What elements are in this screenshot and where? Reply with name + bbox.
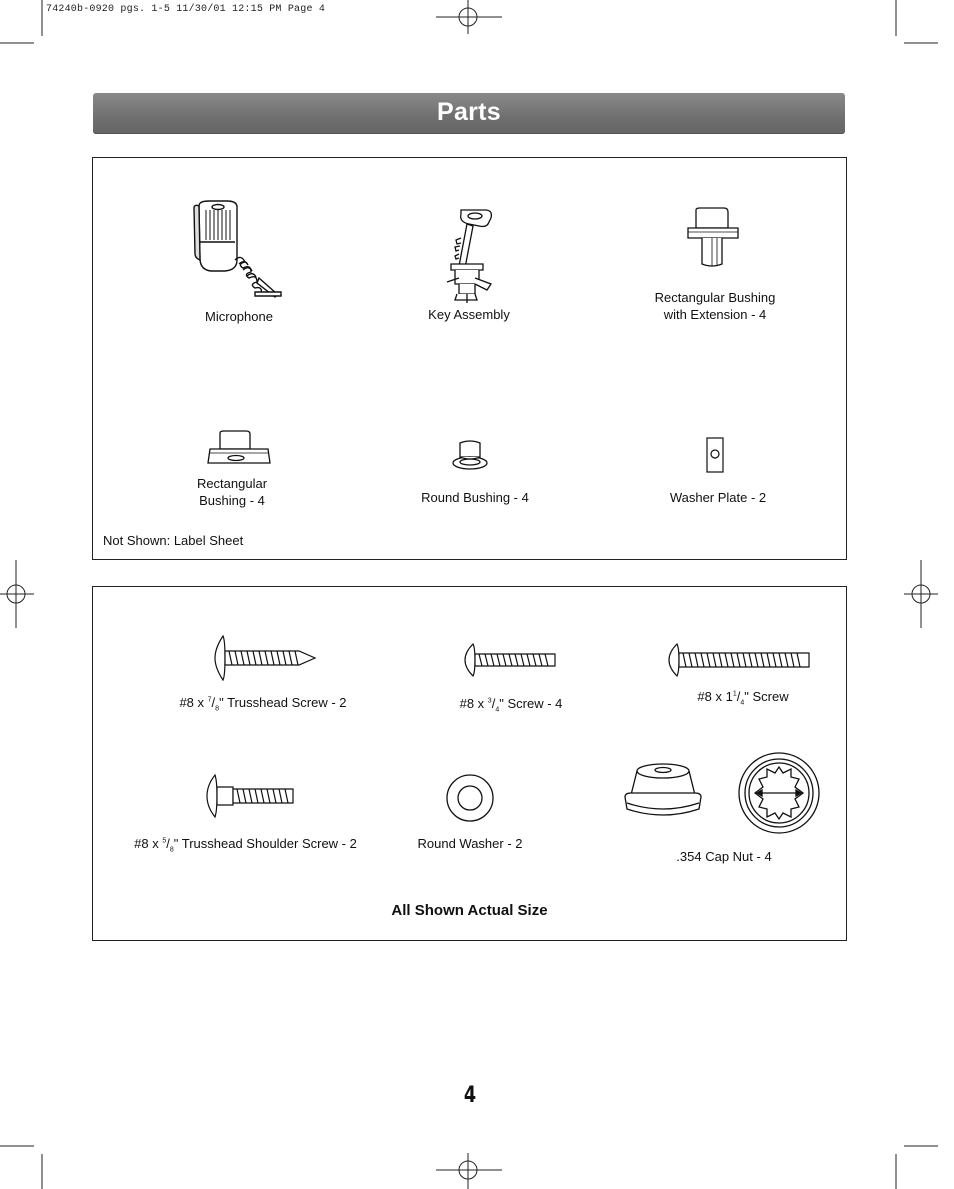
- rect-bushing-extension-label-line1: Rectangular Bushing: [654, 290, 776, 305]
- screw-1-1-4-icon: [667, 642, 811, 678]
- screw-3-4-icon: [463, 642, 557, 678]
- screw-1-1-4-label: #8 x $1^1/_4$" Screw: [697, 689, 789, 707]
- label-suffix: " Screw - 4: [499, 696, 563, 711]
- fraction-numerator: 1: [732, 690, 737, 698]
- rect-bushing-label-line1: Rectangular: [196, 476, 268, 491]
- round-washer-label: Round Washer - 2: [417, 836, 523, 851]
- fraction-numerator: 7: [207, 696, 212, 704]
- shoulder-screw-5-8-icon: [205, 773, 295, 819]
- slug-line: 74240b-0920 pgs. 1-5 11/30/01 12:15 PM Page 4: [46, 4, 326, 15]
- label-prefix: #8 x 1: [697, 689, 733, 704]
- label-suffix: " Trusshead Shoulder Screw - 2: [173, 836, 357, 851]
- rect-bushing-extension-label-line2: with Extension - 4: [663, 307, 767, 322]
- round-bushing-icon: [450, 439, 490, 473]
- label-suffix: " Trusshead Screw - 2: [219, 695, 347, 710]
- fraction-denominator: 8: [169, 846, 174, 854]
- fraction-denominator: 4: [740, 699, 745, 707]
- label-prefix: #8 x: [459, 696, 488, 711]
- rect-bushing-icon: [206, 429, 272, 469]
- label-suffix: " Screw: [744, 689, 789, 704]
- actual-size-note: All Shown Actual Size: [391, 902, 548, 919]
- title-banner: [93, 93, 845, 134]
- fraction-numerator: 3: [487, 697, 492, 705]
- rect-bushing-extension-label: [633, 289, 797, 323]
- rect-bushing-label: [175, 475, 289, 509]
- cap-nut-label: .354 Cap Nut - 4: [676, 849, 772, 864]
- trusshead-screw-7-8-icon: [211, 634, 317, 682]
- rect-bushing-extension-icon: [686, 206, 740, 270]
- page-number: 4: [463, 1083, 477, 1108]
- microphone-icon: [189, 198, 289, 300]
- washer-plate-label: Washer Plate - 2: [669, 490, 767, 505]
- parts-panel-bottom: [92, 586, 847, 941]
- label-prefix: #8 x: [134, 836, 163, 851]
- trusshead-screw-7-8-label: #8 x $^7/_8$" Trusshead Screw - 2: [179, 695, 347, 713]
- label-prefix: #8 x: [179, 695, 208, 710]
- screw-3-4-label: #8 x $^3/_4$" Screw - 4: [459, 696, 563, 714]
- fraction-denominator: 8: [215, 705, 220, 713]
- fraction-denominator: 4: [495, 706, 500, 714]
- parts-panel-top: [92, 157, 847, 560]
- key-assembly-icon: [439, 204, 499, 304]
- washer-plate-icon: [705, 436, 725, 474]
- round-washer-icon: [445, 773, 495, 823]
- fraction-numerator: 5: [162, 837, 167, 845]
- rect-bushing-label-line2: Bushing - 4: [199, 493, 265, 508]
- key-assembly-label: Key Assembly: [428, 307, 510, 322]
- not-shown-note: Not Shown: Label Sheet: [103, 533, 244, 548]
- shoulder-screw-5-8-label: #8 x $^5/_8$" Trusshead Shoulder Screw - 2: [134, 836, 357, 854]
- cap-nut-top-icon: [737, 751, 821, 835]
- page-title: Parts: [436, 98, 502, 126]
- round-bushing-label: Round Bushing - 4: [421, 490, 529, 505]
- microphone-label: Microphone: [205, 309, 273, 324]
- cap-nut-side-icon: [621, 759, 705, 821]
